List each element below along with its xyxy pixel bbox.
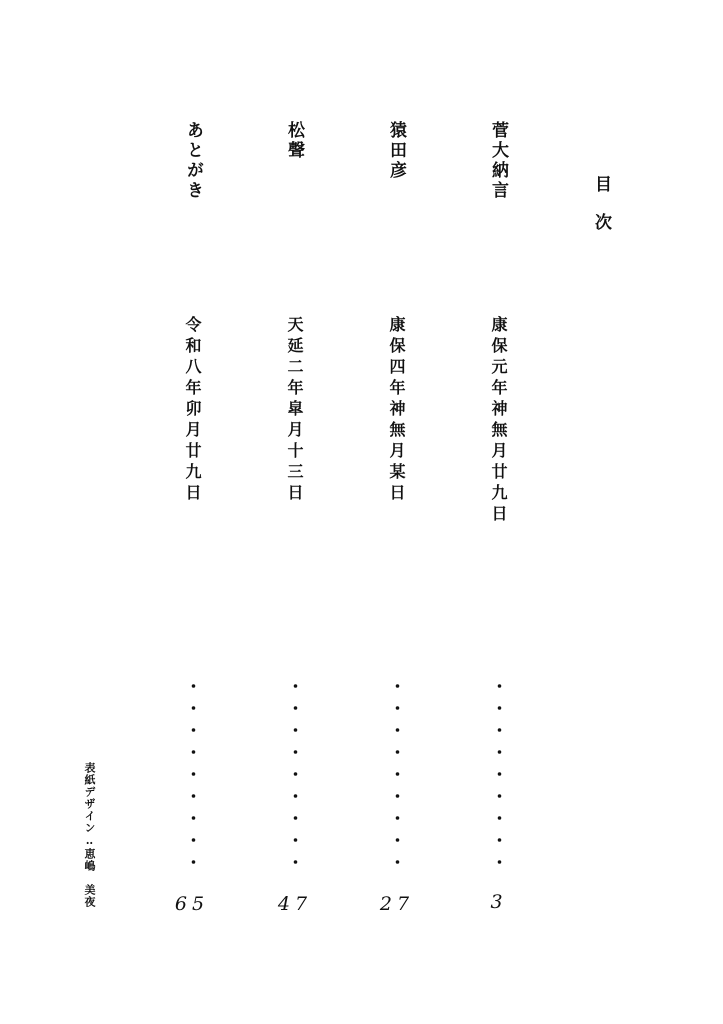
cover-design-credit: 表紙デザイン‥恵嶋 美夜 xyxy=(83,762,96,908)
page-number[interactable]: 65 xyxy=(174,893,210,915)
entry-title[interactable]: 菅大納言 xyxy=(488,121,508,201)
toc-heading: 目 次 xyxy=(591,175,611,232)
dot-leader: ・・・・・・・・・ xyxy=(489,678,508,876)
entry-title[interactable]: あとがき xyxy=(183,121,203,201)
page-number[interactable]: 47 xyxy=(277,893,313,915)
dot-leader: ・・・・・・・・・ xyxy=(285,678,304,876)
entry-date: 天延二年皐月十三日 xyxy=(285,316,304,505)
entry-title[interactable]: 松聲 xyxy=(284,121,304,161)
entry-date: 令和八年卯月廿九日 xyxy=(183,316,202,505)
page-number[interactable]: 3 xyxy=(490,891,508,913)
entry-date: 康保四年神無月某日 xyxy=(387,316,406,505)
dot-leader: ・・・・・・・・・ xyxy=(183,678,202,876)
entry-title[interactable]: 猿田彦 xyxy=(386,121,406,181)
dot-leader: ・・・・・・・・・ xyxy=(387,678,406,876)
entry-date: 康保元年神無月廿九日 xyxy=(489,316,508,526)
page-number[interactable]: 27 xyxy=(379,893,415,915)
